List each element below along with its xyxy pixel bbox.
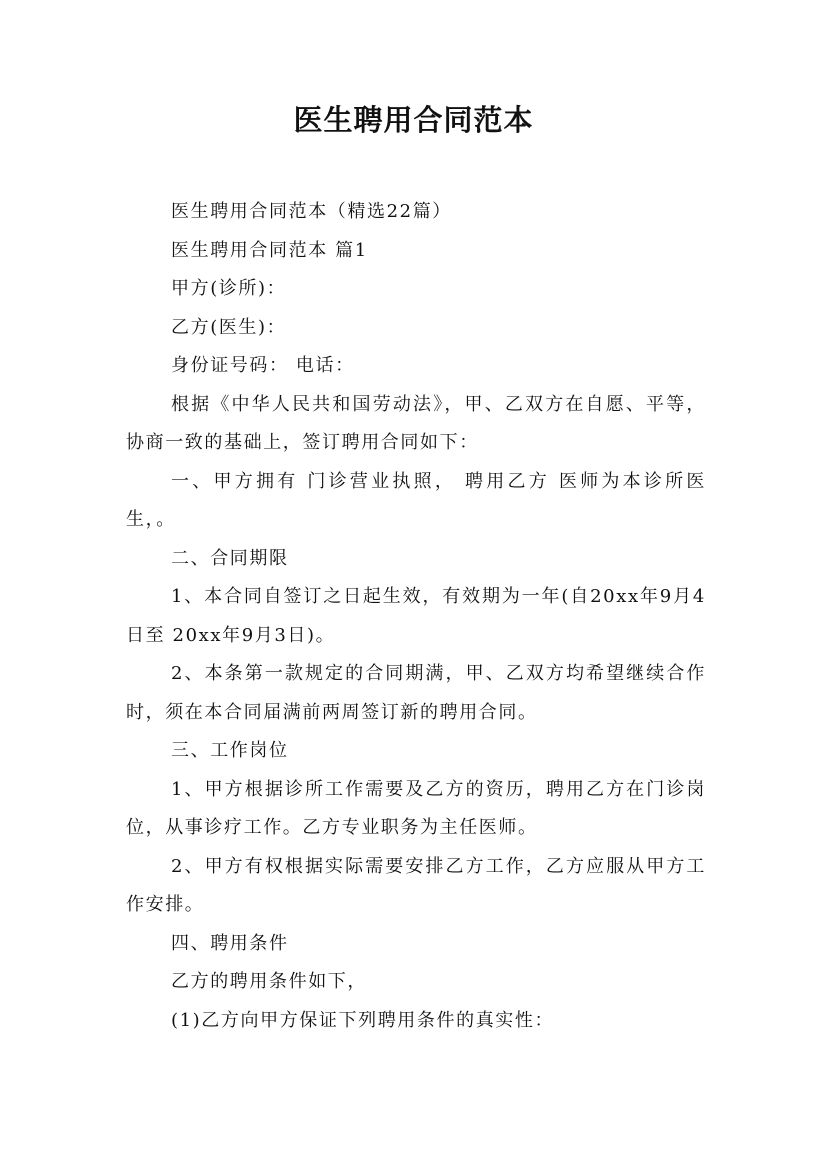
paragraph-section-heading: 医生聘用合同范本 篇1: [171, 239, 368, 261]
paragraph-preamble: 根据《中华人民共和国劳动法》，甲、乙双方在自愿、平等，协商一致的基础上，签订聘用合同如下：: [126, 393, 706, 453]
paragraph-clause-1: 一、甲方拥有 门诊营业执照， 聘用乙方 医师为本诊所医生，。: [126, 470, 706, 530]
paragraph-heading-position: 三、工作岗位: [171, 740, 289, 761]
document-title: 医生聘用合同范本: [293, 103, 534, 137]
paragraph-conditions-intro: 乙方的聘用条件如下，: [171, 971, 367, 992]
paragraph-conditions-1: (1)乙方向甲方保证下列聘用条件的真实性：: [171, 1009, 555, 1031]
paragraph-heading-conditions: 四、聘用条件: [171, 932, 289, 954]
document-body: [126, 193, 706, 1040]
paragraph-heading-term: 二、合同期限: [171, 547, 289, 569]
paragraph-party-b: 乙方(医生)：: [171, 316, 287, 338]
paragraph-id-phone: 身份证号码： 电话：: [171, 355, 355, 376]
paragraph-position-2: 2、甲方有权根据实际需要安排乙方工作，乙方应服从甲方工作安排。: [126, 855, 706, 915]
paragraph-party-a: 甲方(诊所)：: [171, 278, 287, 299]
paragraph-term-2: 2、本条第一款规定的合同期满，甲、乙双方均希望继续合作时，须在本合同届满前两周签订新的聘用合同。: [126, 663, 706, 723]
paragraph-term-1: 1、本合同自签订之日起生效，有效期为一年(自20xx年9月4日至 20xx年9月3日)。: [126, 586, 706, 646]
paragraph-position-1: 1、甲方根据诊所工作需要及乙方的资历，聘用乙方在门诊岗位，从事诊疗工作。乙方专业职务为主任医师。: [126, 778, 706, 838]
paragraph-subtitle: 医生聘用合同范本（精选22篇）: [171, 201, 452, 222]
